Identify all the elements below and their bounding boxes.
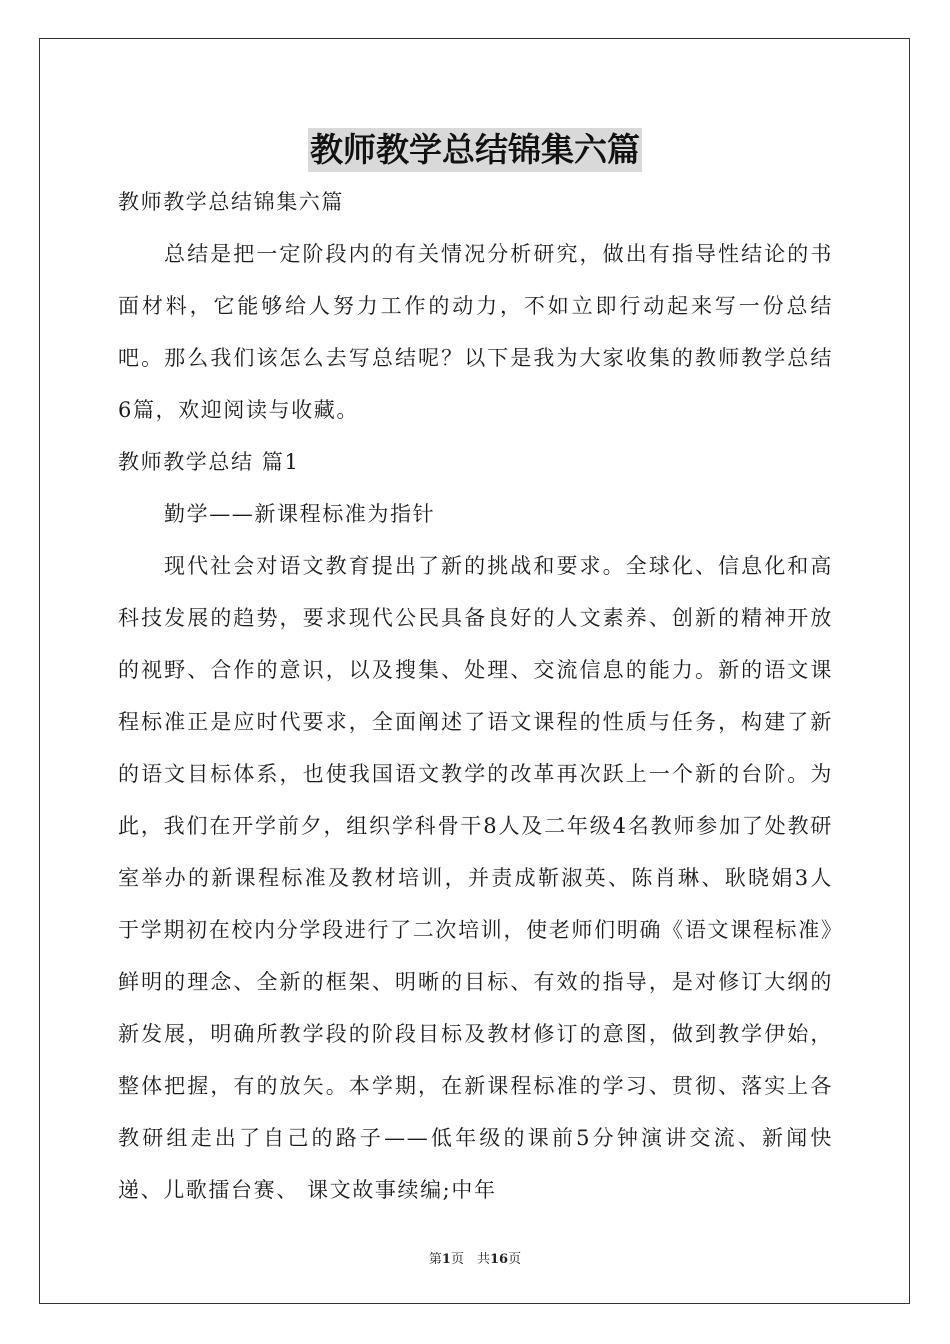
subtitle-line: 教师教学总结锦集六篇 xyxy=(118,190,344,214)
document-title: 教师教学总结锦集六篇 xyxy=(308,128,642,172)
section-heading: 教师教学总结 篇1 xyxy=(118,450,300,474)
document-body xyxy=(118,176,833,1216)
footer-suffix: 页 xyxy=(508,1252,522,1267)
intro-paragraph: 总结是把一定阶段内的有关情况分析研究，做出有指导性结论的书面材料，它能够给人努力工作的动力，不如立即行动起来写一份总结吧。那么我们该怎么去写总结呢？以下是我为大家收集的教师教学总结6篇，欢迎阅读与收藏。 xyxy=(118,242,833,422)
page-footer xyxy=(0,1248,950,1267)
total-page-count: 16 xyxy=(489,1252,509,1267)
body-paragraph: 现代社会对语文教育提出了新的挑战和要求。全球化、信息化和高科技发展的趋势，要求现代公民具备良好的人文素养、创新的精神开放的视野、合作的意识，以及搜集、处理、交流信息的能力。新的语文课程标准正是应时代要求，全面阐述了语文课程的性质与任务，构建了新的语文目标体系，也使我国语文教学的改革再次跃上一个新的台阶。为此，我们在开学前夕，组织学科骨干8人及二年级4名教师参加了处教研室举办的新课程标准及教材培训，并责成靳淑英、陈肖琳、耿晓娟3人于学期初在校内分学段进行了二次培训，使老师们明确《语文课程标准》鲜明的理念、全新的框架、明晰的目标、有效的指导，是对修订大纲的新发展，明确所教学段的阶段目标及教材修订的意图，做到教学伊始，整体把握，有的放矢。本学期，在新课程标准的学习、贯彻、落实上各教研组走出了自己的路子——低年级的课前5分钟演讲交流、新闻快递、儿歌擂台赛、 课文故事续编;中年 xyxy=(118,554,833,1202)
current-page-number: 1 xyxy=(441,1252,451,1267)
title-container xyxy=(0,128,950,172)
section-subheading: 勤学——新课程标准为指针 xyxy=(164,502,436,526)
footer-middle: 页 共 xyxy=(450,1252,490,1267)
footer-prefix: 第 xyxy=(428,1252,442,1267)
